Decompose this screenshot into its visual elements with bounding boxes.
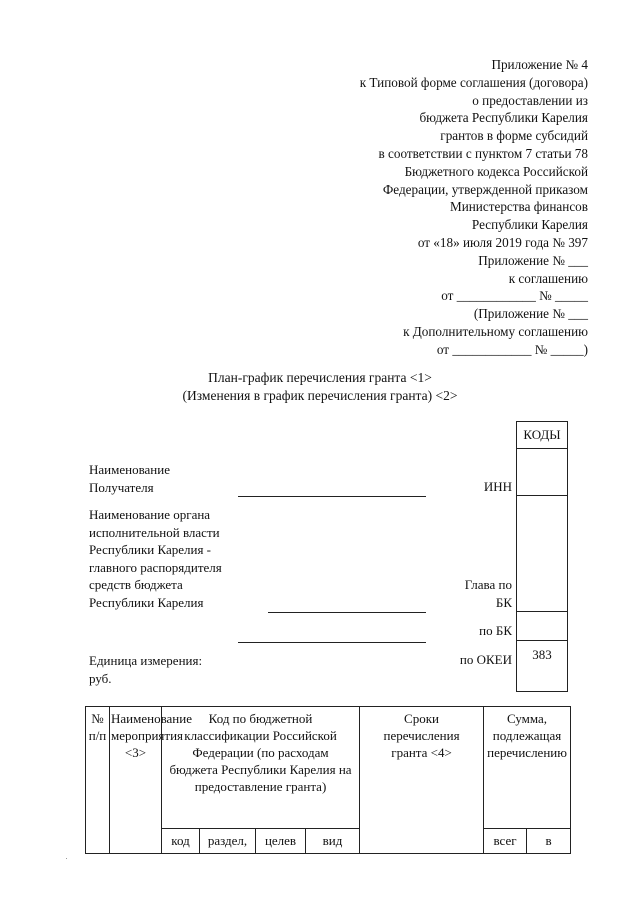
- authority-label-line: Республики Карелия: [89, 594, 204, 610]
- appendix-block: [360, 56, 588, 359]
- appendix-line: к Типовой форме соглашения (договора): [359, 74, 588, 90]
- authority-label-line: исполнительной власти: [89, 524, 220, 540]
- col-header-name: Наименование мероприятия <3>: [110, 707, 162, 854]
- appendix-line: от ____________ № _____: [441, 288, 588, 304]
- appendix-line: Бюджетного кодекса Российской: [404, 163, 588, 179]
- appendix-line: Приложение № 4: [491, 57, 588, 72]
- po-bk-label: по БК: [479, 623, 512, 638]
- title-line-1: План-график перечисления гранта <1>: [208, 370, 432, 385]
- title-line-2: (Изменения в график перечисления гранта) <2>: [182, 388, 458, 403]
- subheader-in: в: [527, 829, 571, 854]
- codes-header: КОДЫ: [517, 422, 568, 449]
- appendix-line: о предоставлении из: [472, 92, 588, 108]
- appendix-line: от ____________ № _____): [436, 341, 588, 357]
- subheader-code: код: [162, 829, 200, 854]
- authority-label: [89, 506, 222, 611]
- glava-bk-label: [465, 576, 512, 611]
- scan-speck: [66, 858, 67, 859]
- appendix-line: грантов в форме субсидий: [440, 128, 588, 144]
- code-cell-okei: 383: [517, 641, 568, 692]
- okei-label: по ОКЕИ: [459, 652, 512, 667]
- appendix-line: бюджета Республики Карелия: [419, 110, 588, 126]
- codes-table: [516, 421, 568, 692]
- appendix-line: к Дополнительному соглашению: [403, 323, 588, 339]
- appendix-line: Федерации, утвержденной приказом: [382, 181, 588, 197]
- appendix-line: Республики Карелия: [471, 217, 588, 233]
- col-header-number: № п/п: [86, 707, 110, 854]
- subheader-total: всег: [484, 829, 527, 854]
- recipient-label-line-2: Получателя: [89, 479, 154, 495]
- code-cell-inn: [517, 449, 568, 496]
- appendix-line: Приложение № ___: [478, 252, 588, 268]
- appendix-line: Министерства финансов: [449, 199, 588, 215]
- authority-label-line: Наименование органа: [89, 507, 211, 522]
- col-header-terms: Сроки перечисления гранта <4>: [360, 707, 484, 854]
- appendix-line: от «18» июля 2019 года № 397: [417, 234, 588, 250]
- appendix-line: (Приложение № ___: [473, 306, 588, 322]
- unit-label: [89, 652, 202, 687]
- glava-bk-label-line-2: БК: [495, 594, 512, 610]
- authority-name-line-2[interactable]: [238, 642, 426, 643]
- subheader-section: раздел,: [200, 829, 256, 854]
- authority-label-line: Республики Карелия -: [89, 542, 212, 557]
- document-title: [0, 369, 640, 405]
- subheader-type: вид: [306, 829, 360, 854]
- code-cell-po-bk: [517, 612, 568, 641]
- schedule-table: [85, 706, 571, 854]
- unit-label-line-2: руб.: [89, 670, 112, 686]
- unit-label-line-1: Единица измерения:: [89, 653, 203, 668]
- recipient-label: [89, 461, 170, 496]
- inn-label: ИНН: [483, 479, 512, 494]
- authority-label-line: главного распорядителя: [89, 559, 222, 575]
- appendix-line: в соответствии с пунктом 7 статьи 78: [378, 145, 588, 161]
- appendix-line: к соглашению: [508, 270, 588, 286]
- col-header-bk: Код по бюджетной классификации Российской Федерации (по расходам бюджета Республики Карелия на предоставление гранта): [162, 707, 360, 829]
- authority-label-line: средств бюджета: [89, 577, 183, 592]
- code-cell-glava-bk: [517, 496, 568, 612]
- col-header-sum: Сумма, подлежащая перечислению: [484, 707, 571, 829]
- subheader-target: целев: [256, 829, 306, 854]
- recipient-name-line[interactable]: [238, 496, 426, 497]
- glava-bk-label-line-1: Глава по: [464, 577, 512, 592]
- recipient-label-line-1: Наименование: [89, 462, 170, 477]
- authority-name-line[interactable]: [268, 612, 426, 613]
